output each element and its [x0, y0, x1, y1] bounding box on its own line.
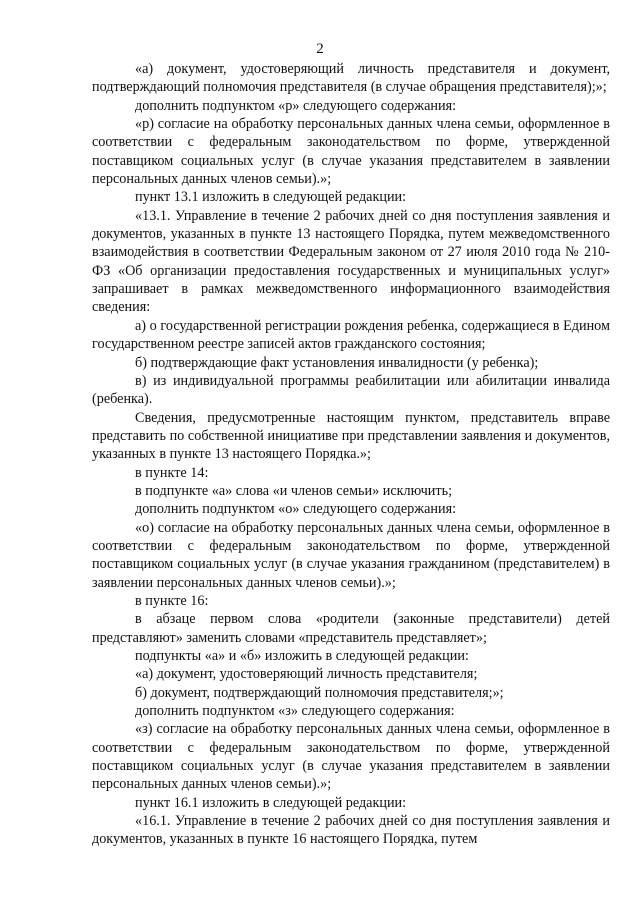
paragraph: а) о государственной регистрации рождения ребенка, содержащиеся в Едином государственном реестре записей актов гражданского состояния;	[92, 317, 610, 353]
paragraph: в) из индивидуальной программы реабилитации или абилитации инвалида (ребенка).	[92, 372, 610, 408]
paragraph: «з) согласие на обработку персональных данных члена семьи, оформленное в соответствии с федеральным законодательством по форме, утвержденной поставщиком социальных услуг (в случае указания представителем в заявлении персональных данных членов семьи).»;	[92, 721, 610, 793]
paragraph: «о) согласие на обработку персональных данных члена семьи, оформленное в соответствии с федеральным законодательством по форме, утвержденной поставщиком социальных услуг (в случае указания гражданином (представителем) в заявлении персональных данных членов семьи).»;	[92, 519, 610, 591]
paragraph: «16.1. Управление в течение 2 рабочих дней со дня поступления заявления и документов, указанных в пункте 16 настоящего Порядка, путем	[92, 813, 610, 848]
paragraph: дополнить подпунктом «р» следующего содержания:	[135, 97, 457, 114]
paragraph: дополнить подпунктом «з» следующего содержания:	[135, 703, 455, 720]
paragraph: «р) согласие на обработку персональных данных члена семьи, оформленное в соответствии с федеральным законодательством по форме, утвержденной поставщиком социальных услуг (в случае указания представителем в заявлении персональных данных членов семьи).»;	[92, 116, 610, 188]
paragraph: в абзаце первом слова «родители (законные представители) детей представляют» заменить словами «представитель представляет»;	[92, 611, 610, 646]
paragraph: в пункте 16:	[135, 592, 209, 609]
paragraph: «а) документ, удостоверяющий личность представителя и документ, подтверждающий полномочия представителя (в случае обращения представителя);»;	[92, 61, 610, 96]
paragraph: пункт 16.1 изложить в следующей редакции:	[135, 794, 407, 811]
page-number: 2	[316, 41, 324, 57]
paragraph: Сведения, предусмотренные настоящим пунктом, представитель вправе представить по собственной инициативе при представлении заявления и документов, указанных в пункте 13 настоящего Порядка.»;	[92, 409, 610, 463]
paragraph: пункт 13.1 изложить в следующей редакции:	[135, 189, 407, 206]
paragraph: в подпункте «а» слова «и членов семьи» исключить;	[135, 482, 453, 499]
paragraph: «а) документ, удостоверяющий личность представителя;	[135, 666, 478, 683]
paragraph: б) подтверждающие факт установления инвалидности (у ребенка);	[135, 354, 539, 371]
paragraph: дополнить подпунктом «о» следующего содержания:	[135, 501, 457, 518]
paragraph: в пункте 14:	[135, 464, 209, 481]
paragraph: подпункты «а» и «б» изложить в следующей редакции:	[135, 648, 469, 664]
document-body	[92, 60, 610, 849]
paragraph: б) документ, подтверждающий полномочия представителя;»;	[135, 684, 504, 701]
paragraph: «13.1. Управление в течение 2 рабочих дней со дня поступления заявления и документов, указанных в пункте 13 настоящего Порядка, путем межведомственного взаимодействия в соответствии Федеральным законом от 27 июля 2010 года № 210-ФЗ «Об организации предоставления государственных и муниципальных услуг» запрашивает в рамках межведомственного информационного взаимодействия сведения:	[92, 207, 610, 316]
